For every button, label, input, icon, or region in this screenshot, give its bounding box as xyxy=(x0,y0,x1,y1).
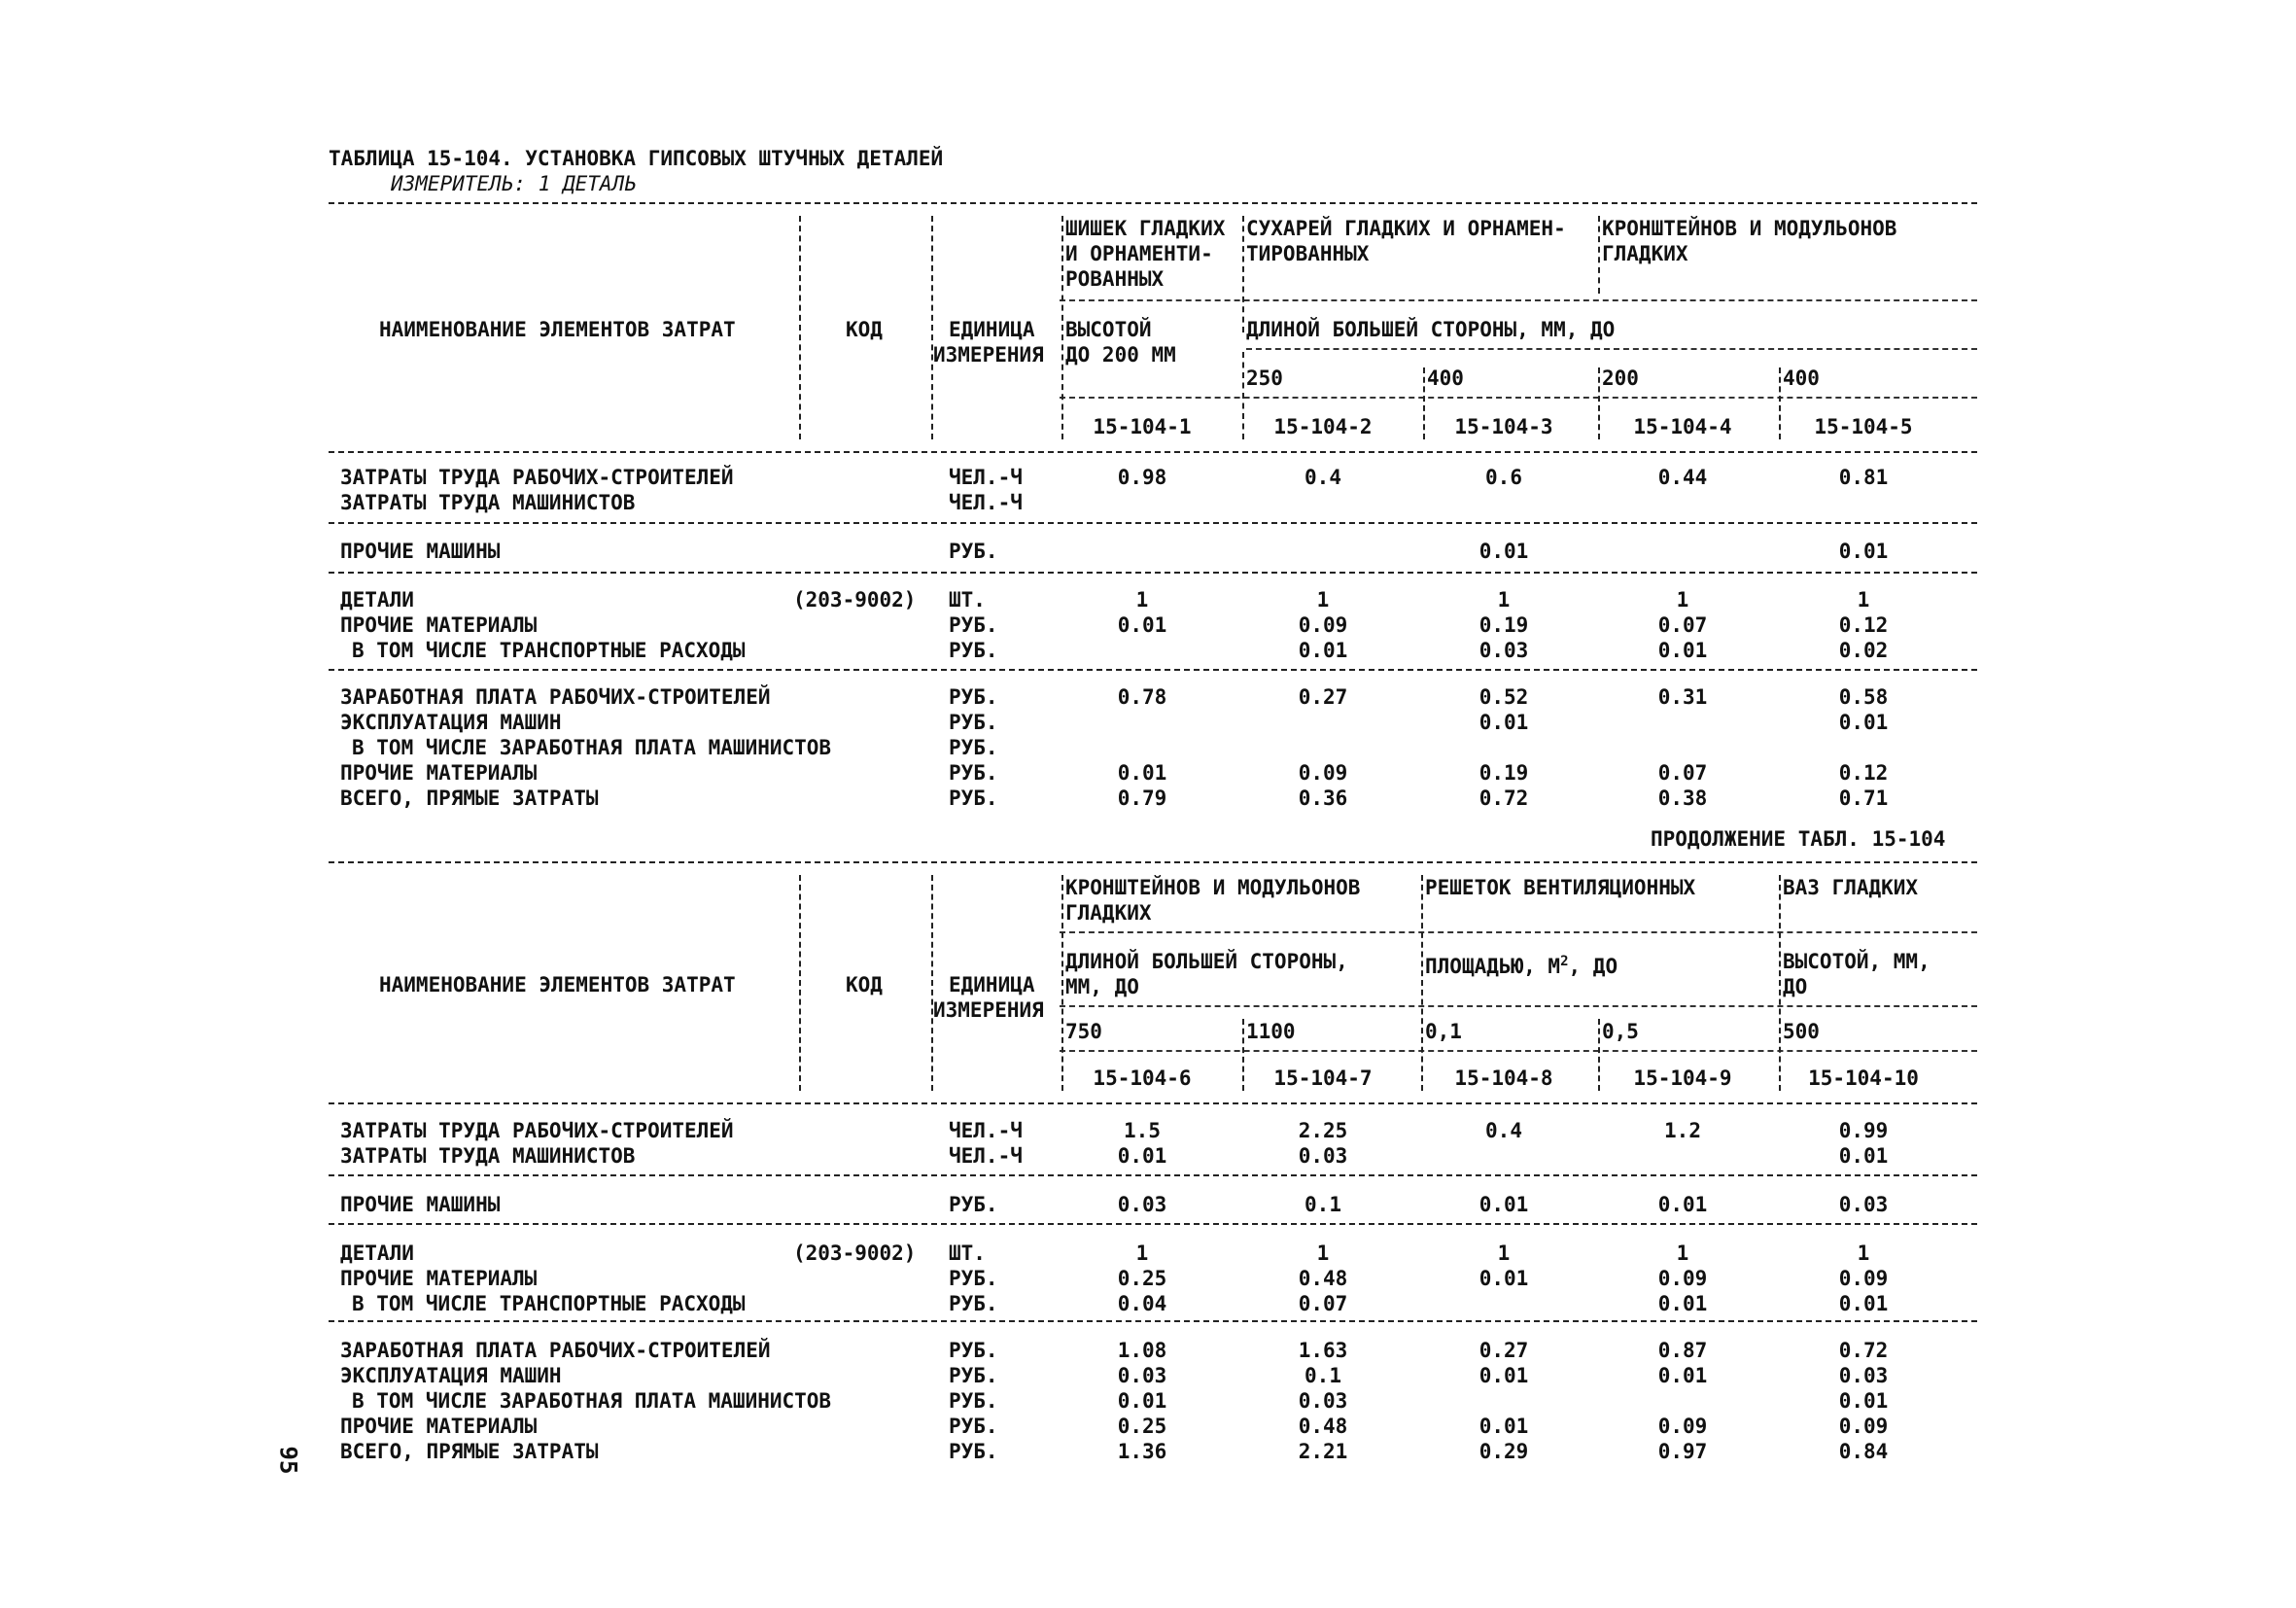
table-cell: 0.02 xyxy=(1838,639,1889,662)
t2-size: 500 xyxy=(1783,1020,1820,1043)
row-unit: РУБ. xyxy=(949,787,998,810)
row-label: ЗАРАБОТНАЯ ПЛАТА РАБОЧИХ-СТРОИТЕЛЕЙ xyxy=(340,685,771,709)
table-cell: 0.72 xyxy=(1478,787,1529,810)
table-cell: 0.03 xyxy=(1838,1364,1889,1387)
row-unit: РУБ. xyxy=(949,540,998,563)
table-cell: 0.07 xyxy=(1298,1292,1348,1315)
table-cell: 0.98 xyxy=(1117,466,1167,489)
row-label: ЗАТРАТЫ ТРУДА РАБОЧИХ-СТРОИТЕЛЕЙ xyxy=(340,466,734,489)
t2-size: 0,5 xyxy=(1602,1020,1639,1043)
table-2-col-divider xyxy=(1421,875,1423,1091)
row-unit: ЧЕЛ.-Ч xyxy=(949,1119,1023,1142)
header-code: КОД xyxy=(846,973,883,996)
table-cell: 0.72 xyxy=(1838,1339,1889,1362)
table-2-col-divider xyxy=(1061,875,1063,1091)
t1-size: 400 xyxy=(1427,367,1464,390)
t2-group-2: РЕШЕТОК ВЕНТИЛЯЦИОННЫХ xyxy=(1425,876,1696,899)
table-cell: 0.52 xyxy=(1478,685,1529,709)
row-label: ПРОЧИЕ МАТЕРИАЛЫ xyxy=(340,761,538,785)
table-1-group-rule xyxy=(1060,299,1977,301)
table-cell: 0.6 xyxy=(1485,466,1522,489)
row-label: ЗАТРАТЫ ТРУДА РАБОЧИХ-СТРОИТЕЛЕЙ xyxy=(340,1119,734,1142)
table-cell: 0.12 xyxy=(1838,613,1889,637)
row-label: ЗАТРАТЫ ТРУДА МАШИНИСТОВ xyxy=(340,1144,636,1168)
table-cell: 2.21 xyxy=(1298,1440,1348,1463)
table-cell: 0.84 xyxy=(1838,1440,1889,1463)
table-cell: 0.03 xyxy=(1298,1389,1348,1413)
row-label: ПРОЧИЕ МАТЕРИАЛЫ xyxy=(340,1267,538,1290)
table-cell: 0.36 xyxy=(1298,787,1348,810)
t2-group-1: ГЛАДКИХ xyxy=(1065,901,1152,925)
row-unit: РУБ. xyxy=(949,1364,998,1387)
table-cell: 0.1 xyxy=(1305,1364,1341,1387)
table-cell: 0.01 xyxy=(1478,540,1529,563)
table-cell: 1 xyxy=(1316,588,1330,612)
table-2-head-bottom-rule xyxy=(329,1102,1977,1104)
row-label: ВСЕГО, ПРЯМЫЕ ЗАТРАТЫ xyxy=(340,1440,599,1463)
header-unit: ИЗМЕРЕНИЯ xyxy=(933,998,1044,1022)
row-label: ЭКСПЛУАТАЦИЯ МАШИН xyxy=(340,711,562,734)
table-cell: 0.25 xyxy=(1117,1267,1167,1290)
row-label: ПРОЧИЕ МАШИНЫ xyxy=(340,540,501,563)
table-cell: 0.58 xyxy=(1838,685,1889,709)
table-cell: 1 xyxy=(1857,588,1870,612)
row-unit: РУБ. xyxy=(949,1193,998,1216)
row-label: ДЕТАЛИ xyxy=(340,1241,414,1265)
header-name: НАИМЕНОВАНИЕ ЭЛЕМЕНТОВ ЗАТРАТ xyxy=(379,318,736,341)
table-cell: 1 xyxy=(1676,588,1689,612)
row-unit: РУБ. xyxy=(949,1440,998,1463)
table-cell: 0.99 xyxy=(1838,1119,1889,1142)
table-2-rule xyxy=(329,1174,1977,1176)
page-number: 95 xyxy=(274,1446,302,1475)
table-cell: 0.07 xyxy=(1657,613,1708,637)
t1-subhead-2: ДЛИНОЙ БОЛЬШЕЙ СТОРОНЫ, ММ, ДО xyxy=(1246,318,1616,341)
table-cell: 0.01 xyxy=(1117,1389,1167,1413)
table-cell: 0.4 xyxy=(1305,466,1341,489)
table-1-col-divider xyxy=(1598,216,1600,294)
table-cell: 0.01 xyxy=(1657,639,1708,662)
table-1-size-rule xyxy=(1060,397,1977,399)
row-label: ДЕТАЛИ xyxy=(340,588,414,612)
table-1-col-divider xyxy=(1061,216,1063,439)
t2-size: 750 xyxy=(1065,1020,1102,1043)
table-cell: 0.03 xyxy=(1298,1144,1348,1168)
table-cell: 0.01 xyxy=(1838,540,1889,563)
table-cell: 0.01 xyxy=(1117,1144,1167,1168)
table-cell: 1 xyxy=(1135,1241,1149,1265)
table-cell: 0.01 xyxy=(1478,1364,1529,1387)
t2-size: 1100 xyxy=(1246,1020,1296,1043)
header-unit: ЕДИНИЦА xyxy=(949,318,1035,341)
row-unit: РУБ. xyxy=(949,639,998,662)
table-cell: 0.29 xyxy=(1478,1440,1529,1463)
t1-column-code: 15-104-4 xyxy=(1633,415,1732,438)
table-cell: 1 xyxy=(1676,1241,1689,1265)
table-cell: 0.09 xyxy=(1838,1415,1889,1438)
row-unit: РУБ. xyxy=(949,736,998,759)
table-cell: 1.2 xyxy=(1664,1119,1701,1142)
row-unit: РУБ. xyxy=(949,685,998,709)
table-cell: 1 xyxy=(1497,588,1511,612)
table-cell: 0.01 xyxy=(1657,1364,1708,1387)
header-unit: ИЗМЕРЕНИЯ xyxy=(933,343,1044,367)
table-2-rule xyxy=(329,1320,1977,1322)
table-cell: 0.01 xyxy=(1838,1144,1889,1168)
t1-column-code: 15-104-2 xyxy=(1273,415,1373,438)
row-unit: РУБ. xyxy=(949,1267,998,1290)
table-cell: 0.09 xyxy=(1657,1267,1708,1290)
table-cell: 1.08 xyxy=(1117,1339,1167,1362)
row-label: ПРОЧИЕ МАШИНЫ xyxy=(340,1193,501,1216)
table-cell: 0.04 xyxy=(1117,1292,1167,1315)
table-cell: 0.03 xyxy=(1117,1193,1167,1216)
t2-subhead-1: ДЛИНОЙ БОЛЬШЕЙ СТОРОНЫ, xyxy=(1065,950,1348,973)
row-label: ВСЕГО, ПРЯМЫЕ ЗАТРАТЫ xyxy=(340,787,599,810)
table-cell: 0.25 xyxy=(1117,1415,1167,1438)
measure-unit: ИЗМЕРИТЕЛЬ: 1 ДЕТАЛЬ xyxy=(391,172,637,195)
table-cell: 0.01 xyxy=(1657,1292,1708,1315)
row-label: ПРОЧИЕ МАТЕРИАЛЫ xyxy=(340,613,538,637)
table-cell: 0.09 xyxy=(1298,613,1348,637)
t1-group-2: ТИРОВАННЫХ xyxy=(1246,242,1370,265)
table-cell: 0.38 xyxy=(1657,787,1708,810)
table-1-col-divider xyxy=(1779,367,1781,439)
t2-column-code: 15-104-10 xyxy=(1808,1066,1919,1090)
table-cell: 0.44 xyxy=(1657,466,1708,489)
table-1-col-divider xyxy=(1242,352,1244,439)
t2-column-code: 15-104-7 xyxy=(1273,1066,1373,1090)
row-unit: ЧЕЛ.-Ч xyxy=(949,466,1023,489)
header-name: НАИМЕНОВАНИЕ ЭЛЕМЕНТОВ ЗАТРАТ xyxy=(379,973,736,996)
row-label: ПРОЧИЕ МАТЕРИАЛЫ xyxy=(340,1415,538,1438)
header-unit: ЕДИНИЦА xyxy=(949,973,1035,996)
t2-group-1: КРОНШТЕЙНОВ И МОДУЛЬОНОВ xyxy=(1065,876,1361,899)
table-1-top-rule xyxy=(329,202,1977,204)
table-2-col-divider xyxy=(1779,875,1781,1091)
table-cell: 0.87 xyxy=(1657,1339,1708,1362)
row-unit: ЧЕЛ.-Ч xyxy=(949,1144,1023,1168)
table-cell: 2.25 xyxy=(1298,1119,1348,1142)
table-1-subhead-rule xyxy=(1246,348,1977,350)
table-cell: 0.12 xyxy=(1838,761,1889,785)
table-cell: 0.03 xyxy=(1478,639,1529,662)
table-cell: 0.81 xyxy=(1838,466,1889,489)
row-unit: РУБ. xyxy=(949,1339,998,1362)
table-1-col-divider xyxy=(1598,367,1600,439)
table-cell: 0.03 xyxy=(1838,1193,1889,1216)
table-cell: 0.09 xyxy=(1838,1267,1889,1290)
table-1-col-divider xyxy=(931,216,933,439)
table-2-group-rule xyxy=(1060,931,1977,933)
t2-group-3: ВАЗ ГЛАДКИХ xyxy=(1783,876,1919,899)
table-cell: 0.09 xyxy=(1657,1415,1708,1438)
table-1-rule xyxy=(329,669,1977,671)
table-1-col-divider xyxy=(799,216,801,439)
t1-column-code: 15-104-3 xyxy=(1454,415,1553,438)
t2-subhead-3: ВЫСОТОЙ, ММ, xyxy=(1783,950,1931,973)
table-title: ТАБЛИЦА 15-104. УСТАНОВКА ГИПСОВЫХ ШТУЧНЫХ ДЕТАЛЕЙ xyxy=(329,147,944,170)
row-label: ЭКСПЛУАТАЦИЯ МАШИН xyxy=(340,1364,562,1387)
row-label: В ТОМ ЧИСЛЕ ЗАРАБОТНАЯ ПЛАТА МАШИНИСТОВ xyxy=(352,1389,832,1413)
t2-column-code: 15-104-8 xyxy=(1454,1066,1553,1090)
table-cell: 0.79 xyxy=(1117,787,1167,810)
t1-group-1: ШИШЕК ГЛАДКИХ xyxy=(1065,217,1226,240)
table-cell: 0.19 xyxy=(1478,613,1529,637)
row-code: (203-9002) xyxy=(793,588,917,612)
header-code: КОД xyxy=(846,318,883,341)
t1-size: 400 xyxy=(1783,367,1820,390)
table-2-size-rule xyxy=(1060,1050,1977,1052)
table-cell: 0.07 xyxy=(1657,761,1708,785)
table-cell: 0.01 xyxy=(1838,711,1889,734)
table-cell: 0.1 xyxy=(1305,1193,1341,1216)
table-2-rule xyxy=(329,1223,1977,1225)
row-unit: ЧЕЛ.-Ч xyxy=(949,491,1023,514)
table-cell: 0.01 xyxy=(1478,711,1529,734)
table-cell: 0.19 xyxy=(1478,761,1529,785)
table-cell: 0.97 xyxy=(1657,1440,1708,1463)
row-unit: РУБ. xyxy=(949,613,998,637)
row-label: В ТОМ ЧИСЛЕ ЗАРАБОТНАЯ ПЛАТА МАШИНИСТОВ xyxy=(352,736,832,759)
table-cell: 0.01 xyxy=(1838,1292,1889,1315)
t2-column-code: 15-104-9 xyxy=(1633,1066,1732,1090)
table-2-col-divider xyxy=(799,875,801,1091)
table-cell: 0.01 xyxy=(1117,761,1167,785)
row-code: (203-9002) xyxy=(793,1241,917,1265)
t2-subhead-2: ПЛОЩАДЬЮ, $М^2$, ДО xyxy=(1425,954,1618,978)
table-cell: 0.31 xyxy=(1657,685,1708,709)
row-label: В ТОМ ЧИСЛЕ ТРАНСПОРТНЫЕ РАСХОДЫ xyxy=(352,639,746,662)
table-cell: 0.48 xyxy=(1298,1267,1348,1290)
table-cell: 0.27 xyxy=(1298,685,1348,709)
t1-group-1: И ОРНАМЕНТИ- xyxy=(1065,242,1213,265)
t1-group-3: ГЛАДКИХ xyxy=(1602,242,1688,265)
table-2-top-rule xyxy=(329,861,1977,863)
table-cell: 1.63 xyxy=(1298,1339,1348,1362)
table-cell: 0.03 xyxy=(1117,1364,1167,1387)
t1-group-3: КРОНШТЕЙНОВ И МОДУЛЬОНОВ xyxy=(1602,217,1897,240)
table-cell: 0.01 xyxy=(1478,1415,1529,1438)
row-label: В ТОМ ЧИСЛЕ ТРАНСПОРТНЫЕ РАСХОДЫ xyxy=(352,1292,746,1315)
table-cell: 0.4 xyxy=(1485,1119,1522,1142)
row-unit: РУБ. xyxy=(949,1415,998,1438)
table-cell: 1 xyxy=(1135,588,1149,612)
row-unit: РУБ. xyxy=(949,761,998,785)
table-cell: 1 xyxy=(1497,1241,1511,1265)
table-2-col-divider xyxy=(1242,1019,1244,1091)
table-cell: 1 xyxy=(1857,1241,1870,1265)
continuation-note: ПРОДОЛЖЕНИЕ ТАБЛ. 15-104 xyxy=(1651,827,1946,851)
row-unit: РУБ. xyxy=(949,1389,998,1413)
table-1-col-divider xyxy=(1423,367,1425,439)
t1-column-code: 15-104-1 xyxy=(1093,415,1192,438)
table-cell: 0.27 xyxy=(1478,1339,1529,1362)
t1-size: 250 xyxy=(1246,367,1283,390)
t1-subhead-1: ДО 200 ММ xyxy=(1065,343,1176,367)
table-2-subhead-rule xyxy=(1060,1005,1977,1007)
t1-group-2: СУХАРЕЙ ГЛАДКИХ И ОРНАМЕН- xyxy=(1246,217,1566,240)
row-unit: ШТ. xyxy=(949,588,986,612)
table-1-rule xyxy=(329,522,1977,524)
table-cell: 0.01 xyxy=(1298,639,1348,662)
table-1-rule xyxy=(329,572,1977,574)
t1-column-code: 15-104-5 xyxy=(1814,415,1913,438)
table-cell: 0.01 xyxy=(1657,1193,1708,1216)
table-cell: 0.01 xyxy=(1838,1389,1889,1413)
t2-column-code: 15-104-6 xyxy=(1093,1066,1192,1090)
table-cell: 0.71 xyxy=(1838,787,1889,810)
table-2-col-divider xyxy=(931,875,933,1091)
table-cell: 1 xyxy=(1316,1241,1330,1265)
t2-subhead-1: ММ, ДО xyxy=(1065,975,1139,998)
table-2-col-divider xyxy=(1598,1019,1600,1091)
table-cell: 0.01 xyxy=(1478,1267,1529,1290)
t1-group-1: РОВАННЫХ xyxy=(1065,267,1165,291)
row-unit: ШТ. xyxy=(949,1241,986,1265)
row-label: ЗАТРАТЫ ТРУДА МАШИНИСТОВ xyxy=(340,491,636,514)
table-1-col-divider xyxy=(1242,216,1244,332)
t1-subhead-1: ВЫСОТОЙ xyxy=(1065,318,1152,341)
t2-size: 0,1 xyxy=(1425,1020,1462,1043)
table-cell: 0.09 xyxy=(1298,761,1348,785)
table-cell: 0.01 xyxy=(1478,1193,1529,1216)
row-unit: РУБ. xyxy=(949,1292,998,1315)
table-cell: 1.5 xyxy=(1124,1119,1161,1142)
t2-subhead-3: ДО xyxy=(1783,975,1808,998)
table-cell: 0.48 xyxy=(1298,1415,1348,1438)
row-label: ЗАРАБОТНАЯ ПЛАТА РАБОЧИХ-СТРОИТЕЛЕЙ xyxy=(340,1339,771,1362)
table-1-head-bottom-rule xyxy=(329,451,1977,453)
row-unit: РУБ. xyxy=(949,711,998,734)
table-cell: 0.78 xyxy=(1117,685,1167,709)
table-cell: 0.01 xyxy=(1117,613,1167,637)
table-cell: 1.36 xyxy=(1117,1440,1167,1463)
t1-size: 200 xyxy=(1602,367,1639,390)
